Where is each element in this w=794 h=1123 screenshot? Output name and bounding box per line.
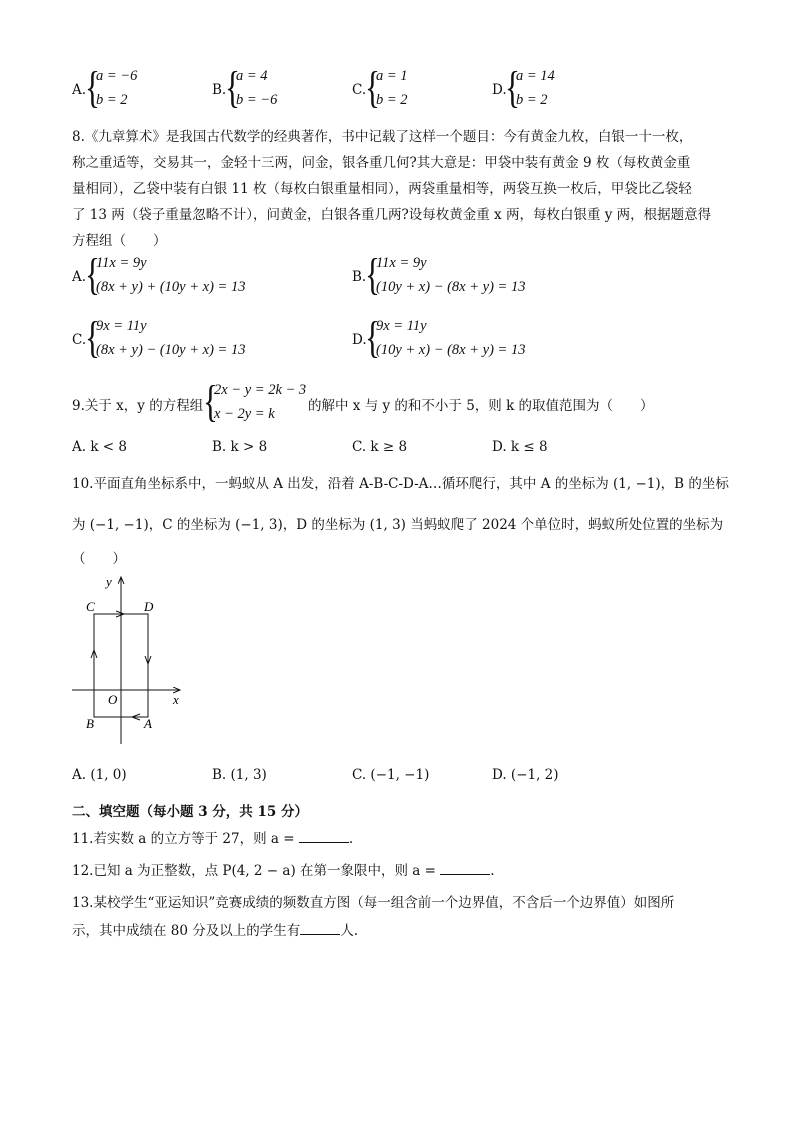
q7-d-eq2: b = 2 — [516, 92, 548, 108]
q8-option-b — [352, 250, 622, 303]
q8-c-eq2: (8x + y) − (10y + x) = 13 — [96, 342, 246, 358]
q13-line2-wrap — [72, 919, 358, 939]
q11-answer-blank[interactable] — [299, 828, 349, 843]
q7-option-c — [352, 63, 482, 114]
fig-point-a: A — [144, 716, 152, 731]
q8-b-eq1: 11x = 9y — [376, 255, 427, 271]
q10-line3: （ ） — [72, 551, 126, 567]
q12-end: . — [490, 863, 495, 879]
q7-d-eq1: a = 14 — [516, 68, 555, 84]
brace: { — [365, 250, 380, 299]
q13-line2: 示，其中成绩在 80 分及以上的学生有 — [72, 923, 301, 939]
q8-c-label: C. — [72, 332, 87, 348]
q8-d-eq2: (10y + x) − (8x + y) = 13 — [376, 342, 526, 358]
q7-option-d-label: D. — [492, 82, 507, 98]
fig-point-d: D — [144, 599, 154, 614]
q10-option-d: D. (−1, 2) — [492, 767, 559, 783]
q11-text: 11.若实数 a 的立方等于 27，则 a = — [72, 831, 295, 847]
q13-line1: 13.某校学生“亚运知识”竞赛成绩的频数直方图（每一组含前一个边界值，不含后一个边界值）如图所 — [72, 895, 675, 911]
q11-end: . — [348, 831, 354, 847]
brace: { — [203, 377, 218, 426]
q11 — [72, 827, 353, 847]
q10-line2: 为 (−1, −1)，C 的坐标为 (−1, 3)，D 的坐标为 (1, 3) 当蚂蚁爬了 2024 个单位时，蚂蚁所处位置的坐标为 — [72, 517, 724, 533]
q10-line1: 10.平面直角坐标系中，一蚂蚁从 A 出发，沿着 A-B-C-D-A…循环爬行，其中 A 的坐标为 (1, −1)，B 的坐标 — [72, 476, 729, 492]
q7-option-a-label: A. — [72, 82, 87, 98]
q9-option-a: A. k < 8 — [72, 439, 127, 455]
q8-a-label: A. — [72, 269, 87, 285]
q8-line1: 8.《九章算术》是我国古代数学的经典著作，书中记载了这样一个题目：今有黄金九枚，白银一十一枚， — [72, 129, 693, 145]
q7-b-eq1: a = 4 — [236, 68, 268, 84]
q7-a-eq1: a = −6 — [96, 68, 138, 84]
brace: { — [365, 63, 380, 112]
fig-y-label: y — [106, 574, 112, 589]
fig-point-c: C — [86, 599, 95, 614]
q8-option-c — [72, 313, 342, 366]
brace: { — [85, 63, 100, 112]
q7-option-b — [212, 63, 342, 114]
brace: { — [225, 63, 240, 112]
q9-prefix: 9.关于 x，y 的方程组 — [72, 398, 204, 414]
brace: { — [505, 63, 520, 112]
q10-option-a: A. (1, 0) — [72, 767, 127, 783]
q8-line3: 量相同），乙袋中装有白银 11 枚（每枚白银重量相同），两袋重量相等，两袋互换一枚后，甲袋比乙袋轻 — [72, 181, 692, 197]
q8-d-label: D. — [352, 332, 367, 348]
q7-a-eq2: b = 2 — [96, 92, 128, 108]
q8-b-eq2: (10y + x) − (8x + y) = 13 — [376, 279, 526, 295]
fig-origin-label: O — [108, 692, 118, 707]
q8-a-eq1: 11x = 9y — [96, 255, 147, 271]
q7-b-eq2: b = −6 — [236, 92, 278, 108]
q12-answer-blank[interactable] — [440, 860, 490, 875]
q10-figure — [70, 572, 190, 747]
q9-option-b: B. k > 8 — [212, 439, 268, 455]
q8-stem — [72, 124, 727, 254]
q9-eq2: x − 2y = k — [214, 406, 275, 422]
brace: { — [365, 313, 380, 362]
q7-option-a — [72, 63, 202, 114]
q9-system — [200, 377, 310, 428]
q7-c-eq2: b = 2 — [376, 92, 408, 108]
q8-option-d — [352, 313, 622, 366]
q8-line2: 称之重适等，交易其一，金轻十三两，问金，银各重几何?其大意是：甲袋中装有黄金 9 枚（每枚黄金重 — [72, 155, 691, 171]
q13-end: 人. — [340, 923, 359, 939]
q8-d-eq1: 9x = 11y — [376, 318, 427, 334]
q7-option-b-label: B. — [212, 82, 227, 98]
q9-eq1: 2x − y = 2k − 3 — [214, 382, 307, 398]
q7-option-c-label: C. — [352, 82, 367, 98]
q9-option-c: C. k ≥ 8 — [352, 439, 408, 455]
fig-point-b: B — [86, 716, 94, 731]
q9-suffix: 的解中 x 与 y 的和不小于 5，则 k 的取值范围为（ ） — [308, 398, 654, 414]
q8-c-eq1: 9x = 11y — [96, 318, 147, 334]
brace: { — [85, 313, 100, 362]
q10-option-c: C. (−1, −1) — [352, 767, 430, 783]
brace: { — [85, 250, 100, 299]
q10-option-b: B. (1, 3) — [212, 767, 267, 783]
section-heading: 二、填空题（每小题 3 分，共 15 分） — [72, 804, 308, 820]
q12-text: 12.已知 a 为正整数，点 P(4, 2 − a) 在第一象限中，则 a = — [72, 863, 436, 879]
q8-a-eq2: (8x + y) + (10y + x) = 13 — [96, 279, 246, 295]
q8-b-label: B. — [352, 269, 367, 285]
q7-option-d — [492, 63, 622, 114]
q12 — [72, 859, 495, 879]
q13-answer-blank[interactable] — [300, 920, 340, 935]
q8-option-a — [72, 250, 342, 303]
q8-line4: 了 13 两（袋子重量忽略不计），问黄金，白银各重几两?设每枚黄金重 x 两，每枚白银重 y 两，根据题意得 — [72, 207, 712, 223]
q8-line5: 方程组（ ） — [72, 233, 167, 249]
q7-c-eq1: a = 1 — [376, 68, 408, 84]
fig-x-label: x — [173, 692, 179, 707]
q9-option-d: D. k ≤ 8 — [492, 439, 548, 455]
